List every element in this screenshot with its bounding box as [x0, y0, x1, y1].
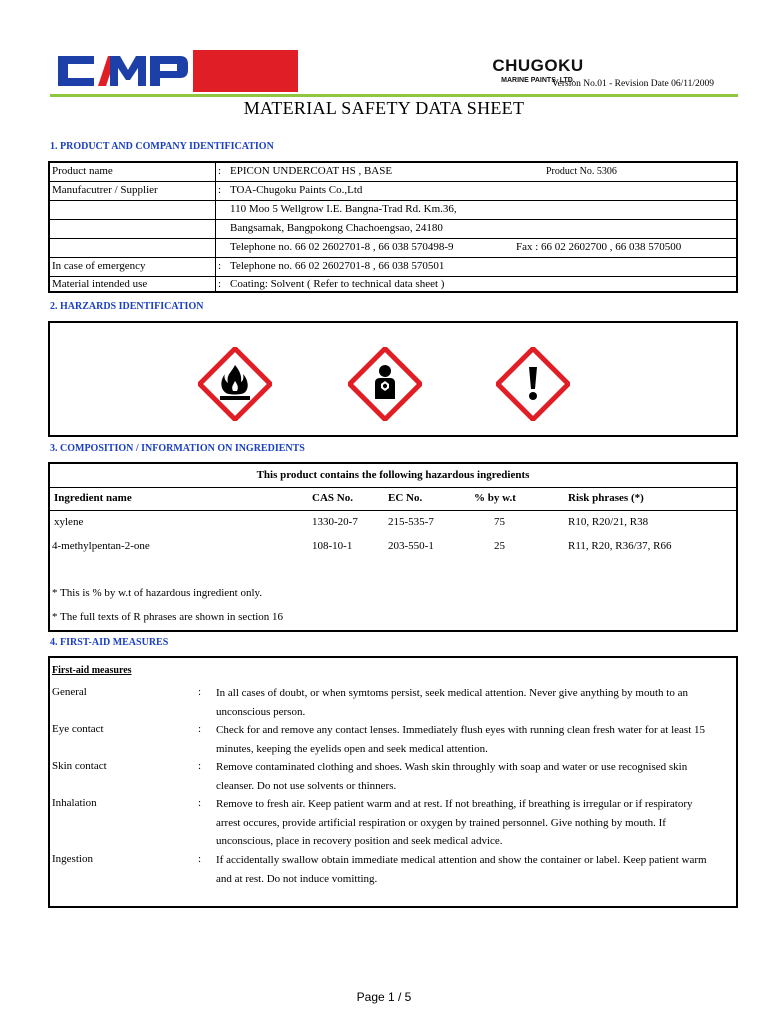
row-divider: [50, 200, 736, 201]
page-number: Page 1 / 5: [356, 990, 412, 1004]
row-divider: [50, 219, 736, 220]
product-identification-table: [48, 161, 738, 293]
telephone: Telephone no. 66 02 2602701-8 , 66 038 570498-9: [230, 241, 454, 253]
colon: :: [218, 165, 222, 177]
ingredient-name: 4-methylpentan-2-one: [52, 540, 150, 552]
version-info: Version No.01 - Revision Date 06/11/2009: [551, 79, 714, 89]
first-aid-label-ingestion: Ingestion: [52, 853, 93, 865]
health-hazard-icon: [348, 347, 422, 421]
colon: :: [198, 686, 202, 698]
section3-heading: 3. COMPOSITION / INFORMATION ON INGREDIENTS: [50, 443, 305, 454]
product-name-value: EPICON UNDERCOAT HS , BASE: [230, 165, 393, 177]
percent-weight: 75: [494, 516, 505, 528]
cmp-logo-mark: [50, 50, 193, 92]
title-divider: [50, 487, 736, 488]
exclamation-icon: [496, 347, 570, 421]
intended-use-value: Coating: Solvent ( Refer to technical data sheet ): [230, 278, 445, 290]
colon: :: [198, 760, 202, 772]
first-aid-label-eye: Eye contact: [52, 723, 104, 735]
col-header-ec: EC No.: [388, 492, 423, 504]
header-divider-line: [50, 510, 736, 511]
first-aid-label-general: General: [52, 686, 87, 698]
first-aid-box: [48, 656, 738, 908]
first-aid-text-eye: Check for and remove any contact lenses. Immediately flush eyes with running clean fresh water for at least 15 minutes, keeping the eyelids open and seek medical attention.: [216, 724, 706, 755]
manufacturer-label: Manufacutrer / Supplier: [52, 184, 158, 196]
cas-number: 108-10-1: [312, 540, 353, 552]
percent-weight: 25: [494, 540, 505, 552]
composition-box-title: This product contains the following hazardous ingredients: [256, 469, 530, 481]
colon: :: [198, 723, 202, 735]
first-aid-label-skin: Skin contact: [52, 760, 107, 772]
section2-heading: 2. HARZARDS IDENTIFICATION: [50, 301, 204, 312]
address-line-1: 110 Moo 5 Wellgrow I.E. Bangna-Trad Rd. Km.36,: [230, 203, 457, 215]
ec-number: 203-550-1: [388, 540, 434, 552]
col-header-percent: % by w.t: [474, 492, 516, 504]
colon: :: [198, 797, 202, 809]
company-logo: [50, 50, 584, 92]
first-aid-subheading: First-aid measures: [52, 665, 132, 676]
colon: :: [218, 260, 222, 272]
row-divider: [50, 257, 736, 258]
document-title: MATERIAL SAFETY DATA SHEET: [243, 98, 525, 118]
section4-heading: 4. FIRST-AID MEASURES: [50, 637, 169, 648]
composition-box: [48, 462, 738, 632]
emergency-value: Telephone no. 66 02 2602701-8 , 66 038 570501: [230, 260, 445, 272]
composition-note-1: * This is % by w.t of hazardous ingredient only.: [52, 587, 263, 599]
product-name-label: Product name: [52, 165, 113, 177]
colon: :: [198, 853, 202, 865]
colon: :: [218, 184, 222, 196]
ec-number: 215-535-7: [388, 516, 434, 528]
row-divider: [50, 181, 736, 182]
hazard-pictograms-box: [48, 321, 738, 437]
first-aid-text-inhalation: Remove to fresh air. Keep patient warm and at rest. If not breathing, if breathing is irregular or if respiratory arrest occures, provide artificial respiration or oxygen by trained personnel. Give nothing by mouth. If unconscious, place in recovery position and seek medical advice.: [216, 798, 693, 847]
composition-note-2: * The full texts of R phrases are shown in section 16: [52, 611, 284, 623]
intended-use-label: Material intended use: [52, 278, 148, 290]
ingredient-name: xylene: [54, 516, 84, 528]
chugoku-tagline: MARINE PAINTS, LTD.: [501, 77, 575, 84]
risk-phrases: R11, R20, R36/37, R66: [568, 540, 672, 552]
first-aid-text-ingestion: If accidentally swallow obtain immediate medical attention and show the container or label. Keep patient warm and at rest. Do not induce vomitting.: [216, 854, 707, 885]
first-aid-label-inhalation: Inhalation: [52, 797, 97, 809]
chugoku-wordmark: CHUGOKU: [492, 56, 584, 75]
row-divider: [50, 276, 736, 277]
row-divider: [50, 238, 736, 239]
col-header-ingredient: Ingredient name: [54, 492, 132, 504]
risk-phrases: R10, R20/21, R38: [568, 516, 649, 528]
address-line-2: Bangsamak, Bangpokong Chachoengsao, 24180: [230, 222, 443, 234]
column-divider: [215, 163, 216, 291]
section1-heading: 1. PRODUCT AND COMPANY IDENTIFICATION: [50, 141, 274, 152]
fax: Fax : 66 02 2602700 , 66 038 570500: [516, 241, 682, 253]
flame-icon: [198, 347, 272, 421]
first-aid-text-skin: Remove contaminated clothing and shoes. Wash skin throughly with soap and water or use recognised skin cleanser. Do not use solvents or thinners.: [216, 761, 688, 792]
manufacturer-value: TOA-Chugoku Paints Co.,Ltd: [230, 184, 363, 196]
chugoku-logo-block: [193, 50, 584, 92]
cas-number: 1330-20-7: [312, 516, 358, 528]
colon: :: [218, 278, 222, 290]
emergency-label: In case of emergency: [52, 260, 146, 272]
first-aid-text-general: In all cases of doubt, or when symtoms persist, seek medical attention. Never give anything by mouth to an unconscious person.: [216, 687, 688, 718]
col-header-risk: Risk phrases (*): [568, 492, 644, 504]
header-divider: [50, 94, 738, 97]
col-header-cas: CAS No.: [312, 492, 353, 504]
product-number: Product No. 5306: [546, 166, 617, 177]
